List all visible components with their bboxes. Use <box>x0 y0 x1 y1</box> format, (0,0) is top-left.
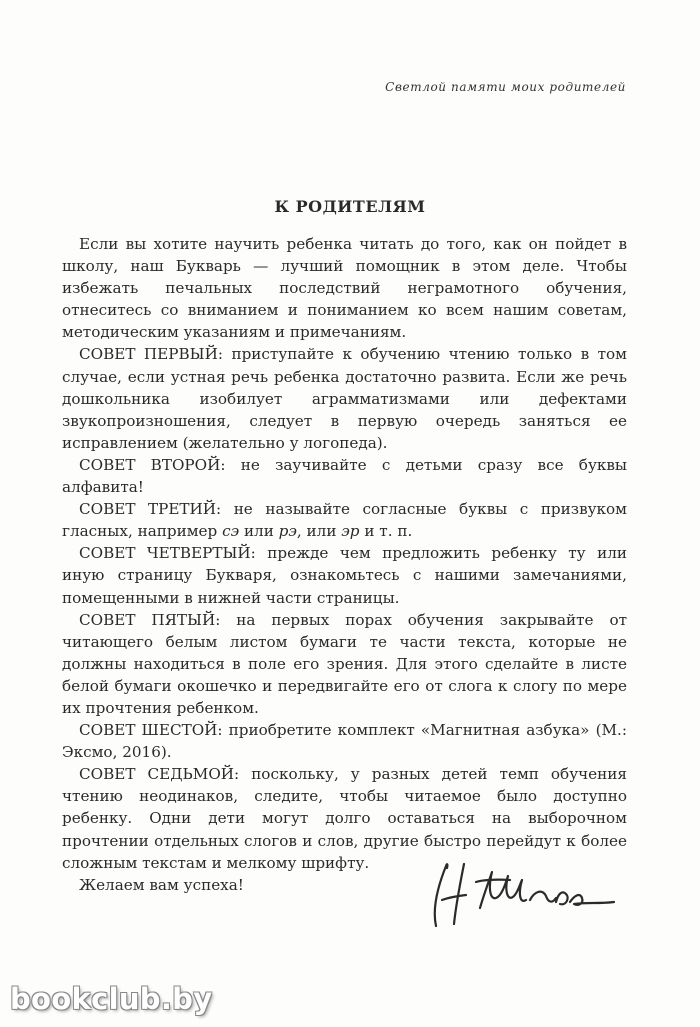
advice-heading: СОВЕТ ЧЕТВЕРТЫЙ: <box>79 544 256 563</box>
advice-text: приобретите комплект «Магнитная азбука» (М.: Эксмо, 2016). <box>62 721 627 762</box>
advice-heading: СОВЕТ ТРЕТИЙ: <box>79 500 222 519</box>
example-sound: эр <box>341 522 360 541</box>
watermark: bookclub.by <box>10 982 213 1016</box>
example-sound: сэ <box>222 522 240 541</box>
advice-text: или <box>243 522 274 541</box>
advice-paragraph-4 <box>62 542 627 608</box>
advice-paragraph-1 <box>62 343 627 453</box>
advice-paragraph-3 <box>62 498 627 542</box>
advice-paragraph-6 <box>62 719 627 763</box>
closing-line: Желаем вам успеха! <box>79 875 244 894</box>
dedication: Светлой памяти моих родителей <box>385 80 626 94</box>
page-title: К РОДИТЕЛЯМ <box>274 197 426 216</box>
advice-text: приступайте к обучению чтению только в том случае, если устная речь ребенка достаточно развита. Если же речь дошкольника изобилует аграмматизмами или дефектами звукопроизношения, следует в первую очередь заняться ее исправлением (желательно у логопеда). <box>62 345 627 452</box>
advice-text: , или <box>296 522 337 541</box>
advice-text: прежде чем предложить ребенку ту или иную страницу Букваря, ознакомьтесь с нашими замечаниями, помещенными в нижней части страницы. <box>62 544 627 607</box>
advice-heading: СОВЕТ ВТОРОЙ: <box>79 455 226 474</box>
advice-text: и т. п. <box>364 522 413 541</box>
advice-heading: СОВЕТ ПЯТЫЙ: <box>79 610 221 629</box>
example-sound: рэ <box>278 522 297 541</box>
advice-heading: СОВЕТ ПЕРВЫЙ: <box>79 345 223 364</box>
advice-text: не заучивайте с детьми сразу все буквы алфавита! <box>62 455 628 497</box>
body-text <box>62 233 627 896</box>
advice-paragraph-5 <box>62 609 627 719</box>
advice-text: на первых порах обучения закрывайте от читающего белым листом бумаги те части текста, которые не должны находиться в поле его зрения. Для этого сделайте в листе белой бумаги окошечко и передвигайте его от слога к слогу по мере их прочтения ребенком. <box>62 610 627 717</box>
advice-text: не называйте согласные буквы с призвуком гласных, например <box>62 500 627 541</box>
advice-heading: СОВЕТ ШЕСТОЙ: <box>79 721 223 740</box>
advice-heading: СОВЕТ СЕДЬМОЙ: <box>79 765 240 784</box>
advice-paragraph-2 <box>62 454 627 498</box>
advice-text: поскольку, у разных детей темп обучения чтению неодинаков, следите, чтобы читаемое было доступно ребенку. Одни дети могут долго оставаться на выборочном прочтении отдельных слогов и слов, другие быстро перейдут к более сложным текстам и мелкому шрифту. <box>62 765 627 872</box>
signature <box>418 852 628 934</box>
intro-paragraph: Если вы хотите научить ребенка читать до того, как он пойдет в школу, наш Букварь — лучший помощник в этом деле. Чтобы избежать печальных последствий неграмотного обучения, отнеситесь со вниманием и пониманием ко всем нашим советам, методическим указаниям и примечаниям. <box>62 235 627 342</box>
